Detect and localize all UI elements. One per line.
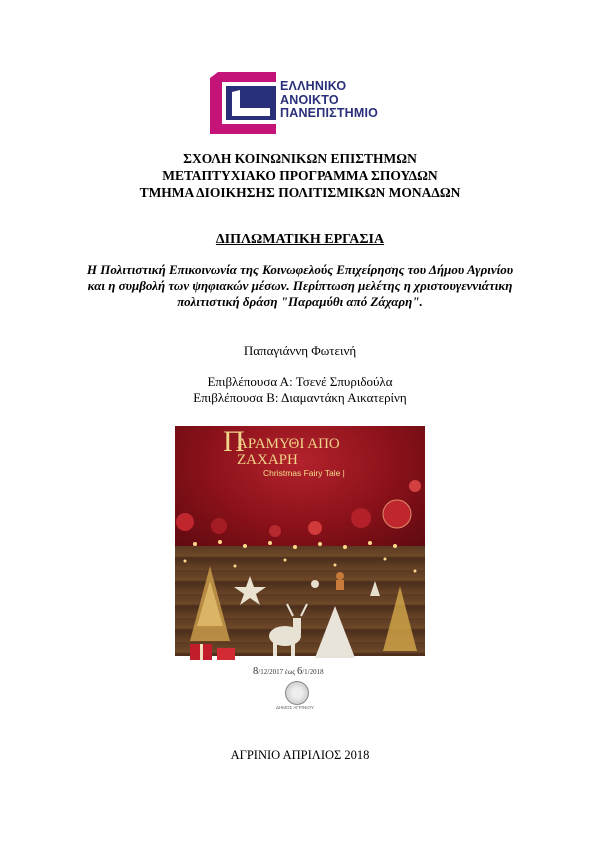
document-type: ΔΙΠΛΩΜΑΤΙΚΗ ΕΡΓΑΣΙΑ bbox=[215, 232, 385, 247]
school-heading bbox=[0, 150, 600, 201]
school-line-2: ΜΕΤΑΠΤΥΧΙΑΚΟ ΠΡΟΓΡΑΜΜΑ ΣΠΟΥΔΩΝ bbox=[162, 168, 438, 183]
poster-title-initial: Π bbox=[223, 426, 245, 458]
poster-title bbox=[223, 426, 340, 468]
place-and-date: ΑΓΡΙΝΙΟ ΑΠΡΙΛΙΟΣ 2018 bbox=[230, 748, 370, 762]
supervisor-a: Επιβλέπουσα Α: Τσενέ Σπυριδούλα bbox=[207, 374, 393, 389]
university-name-line-1: ΕΛΛΗΝΙΚΟ bbox=[280, 79, 347, 93]
poster-title-line-2: ΖΑΧΑΡΗ bbox=[237, 452, 298, 468]
municipality-seal-icon bbox=[285, 681, 309, 705]
poster-subtitle: Christmas Fairy Tale | bbox=[263, 468, 345, 478]
university-name bbox=[280, 80, 378, 121]
university-name-line-2: ΑΝΟΙΚΤΟ bbox=[280, 92, 339, 107]
school-line-3: ΤΜΗΜΑ ΔΙΟΙΚΗΣΗΣ ΠΟΛΙΤΙΣΜΙΚΩΝ ΜΟΝΑΔΩΝ bbox=[139, 185, 461, 200]
thesis-title: Η Πολιτιστική Επικοινωνία της Κοινωφελούς Επιχείρησης του Δήμου Αγρινίου και η συμβολή των ψηφιακών μέσων. Περίπτωση μελέτης η χριστουγεννιάτικη πολιτιστική δράση "Παραμύθι από Ζάχαρη". bbox=[86, 262, 514, 309]
event-poster-image bbox=[175, 426, 425, 721]
poster-date-start-rest: /12/2017 έως bbox=[258, 668, 297, 676]
poster-date-end: 6 bbox=[296, 666, 303, 677]
author-name: Παπαγιάννη Φωτεινή bbox=[243, 343, 357, 358]
poster-seal-text: ΔΗΜΟΣ ΑΓΡΙΝΙΟΥ bbox=[276, 705, 314, 710]
school-line-1: ΣΧΟΛΗ ΚΟΙΝΩΝΙΚΩΝ ΕΠΙΣΤΗΜΩΝ bbox=[183, 151, 417, 166]
poster-dates bbox=[253, 666, 324, 677]
supervisors bbox=[0, 374, 600, 406]
poster-date-start: 8 bbox=[253, 666, 259, 677]
poster-title-line-1: ΑΡΑΜΥΘΙ ΑΠΟ bbox=[237, 436, 340, 452]
university-logo bbox=[210, 72, 395, 134]
poster-date-end-rest: /1/2018 bbox=[302, 668, 324, 676]
supervisor-b: Επιβλέπουσα Β: Διαμαντάκη Αικατερίνη bbox=[193, 390, 407, 405]
university-name-line-3: ΠΑΝΕΠΙΣΤΗΜΙΟ bbox=[280, 106, 379, 120]
university-logo-icon bbox=[210, 72, 276, 134]
